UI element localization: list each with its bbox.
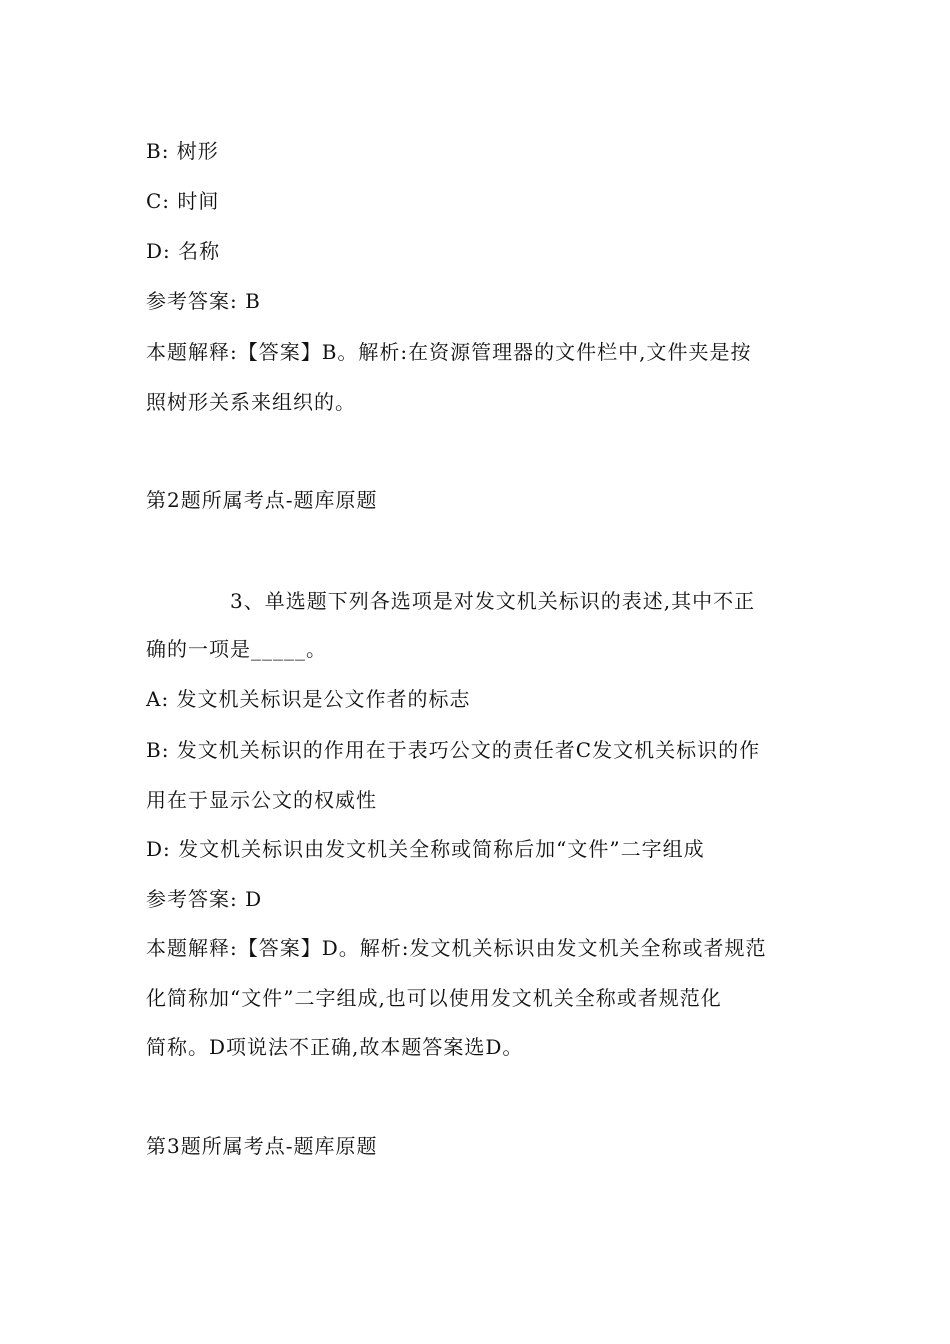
q3-option-b-line2: 用在于显示公文的权威性 xyxy=(146,788,377,812)
q3-option-a: A: 发文机关标识是公文作者的标志 xyxy=(146,687,471,711)
q1-explanation-line2: 照树形关系来组织的。 xyxy=(146,390,356,414)
q3-explanation-line1: 本题解释:【答案】D。解析:发文机关标识由发文机关全称或者规范 xyxy=(146,936,767,960)
q3-explanation-line3: 简称。D项说法不正确,故本题答案选D。 xyxy=(146,1035,524,1059)
q3-answer: 参考答案: D xyxy=(146,887,263,911)
q3-option-b-line1: B: 发文机关标识的作用在于表巧公文的责任者C发文机关标识的作 xyxy=(146,738,761,762)
q1-option-c: C: 时间 xyxy=(146,189,220,213)
q3-option-d: D: 发文机关标识由发文机关全称或简称后加“文件”二字组成 xyxy=(146,837,705,861)
q2-source: 第2题所属考点-题库原题 xyxy=(146,488,378,512)
q1-option-b: B: 树形 xyxy=(146,139,219,163)
q1-explanation-line1: 本题解释:【答案】B。解析:在资源管理器的文件栏中,文件夹是按 xyxy=(146,340,752,364)
q3-question-line2: 确的一项是_____。 xyxy=(146,637,327,661)
q3-source: 第3题所属考点-题库原题 xyxy=(146,1134,378,1158)
q3-question-line1: 3、单选题下列各选项是对发文机关标识的表述,其中不正 xyxy=(230,589,756,613)
q3-explanation-line2: 化简称加“文件”二字组成,也可以使用发文机关全称或者规范化 xyxy=(146,986,722,1010)
q1-answer: 参考答案: B xyxy=(146,289,261,313)
q1-option-d: D: 名称 xyxy=(146,239,221,263)
